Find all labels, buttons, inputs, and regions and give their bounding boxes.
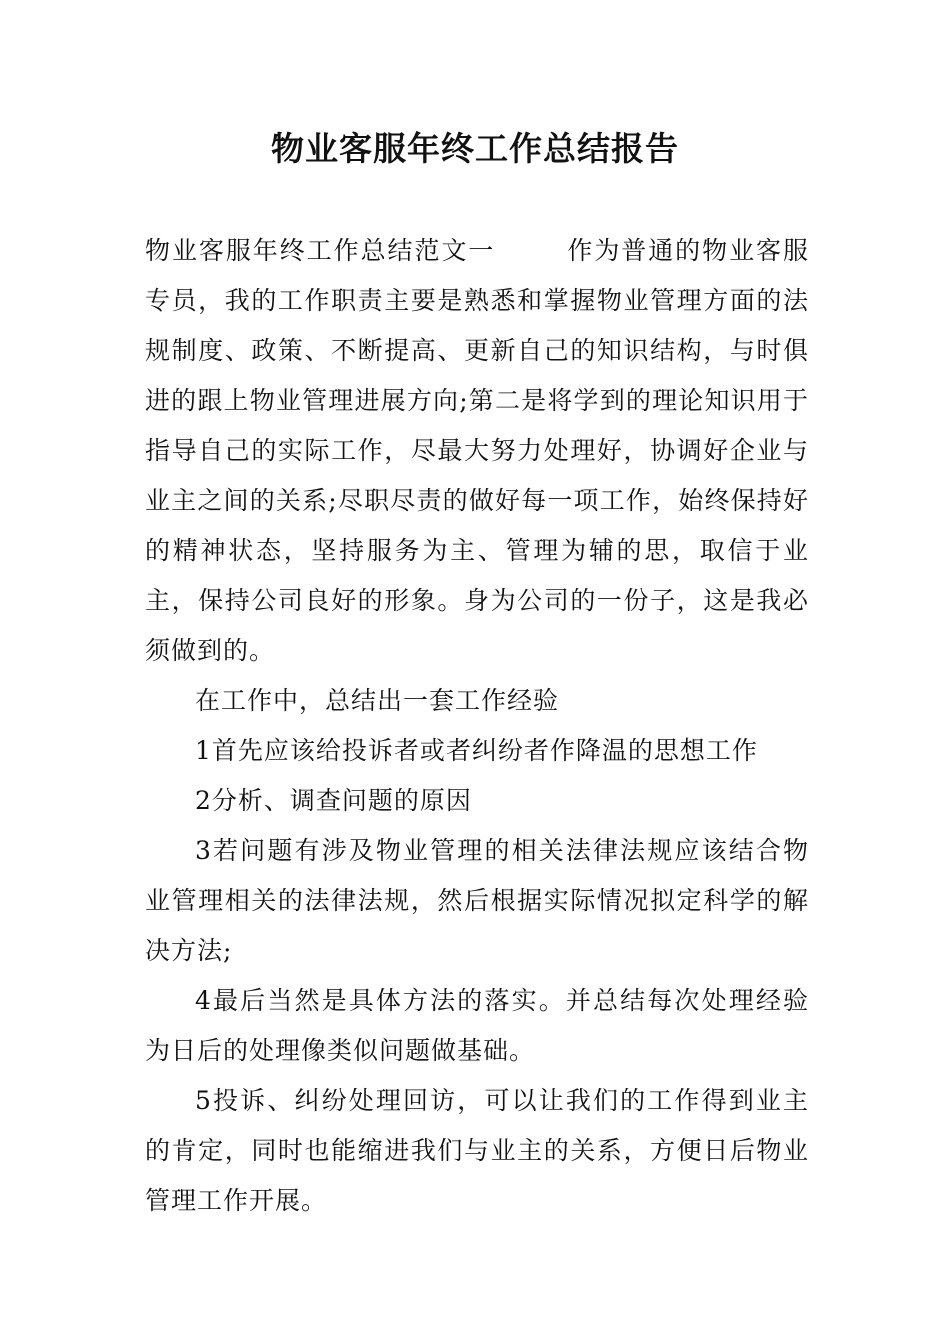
intro-text: 作为普通的物业客服专员，我的工作职责主要是熟悉和掌握物业管理方面的法规制度、政策、不断提高、更新自己的知识结构，与时俱进的跟上物业管理进展方向;第二是将学到的理论知识用于指导自己的实际工作，尽最大努力处理好，协调好企业与业主之间的关系;尽职尽责的做好每一项工作，始终保持好的精神状态，坚持服务为主、管理为辅的思，取信于业主，保持公司良好的形象。身为公司的一份子，这是我必须做到的。 [145, 236, 809, 665]
document-body [145, 226, 809, 1226]
paragraph-item-2: 2分析、调查问题的原因 [195, 786, 472, 815]
paragraph-experience: 在工作中，总结出一套工作经验 [195, 686, 560, 715]
intro-paragraph [145, 226, 809, 676]
paragraph-item-1: 1首先应该给投诉者或者纠纷者作降温的思想工作 [195, 736, 758, 765]
paragraph-item-4: 4最后当然是具体方法的落实。并总结每次处理经验为日后的处理像类似问题做基础。 [145, 986, 809, 1065]
intro-label: 物业客服年终工作总结范文一 [145, 236, 496, 265]
paragraph-item-3: 3若问题有涉及物业管理的相关法律法规应该结合物业管理相关的法律法规，然后根据实际情况拟定科学的解决方法; [145, 836, 809, 965]
document-title: 物业客服年终工作总结报告 [271, 129, 679, 168]
paragraph-item-5: 5投诉、纠纷处理回访，可以让我们的工作得到业主的肯定，同时也能缩进我们与业主的关系，方便日后物业管理工作开展。 [145, 1086, 809, 1215]
